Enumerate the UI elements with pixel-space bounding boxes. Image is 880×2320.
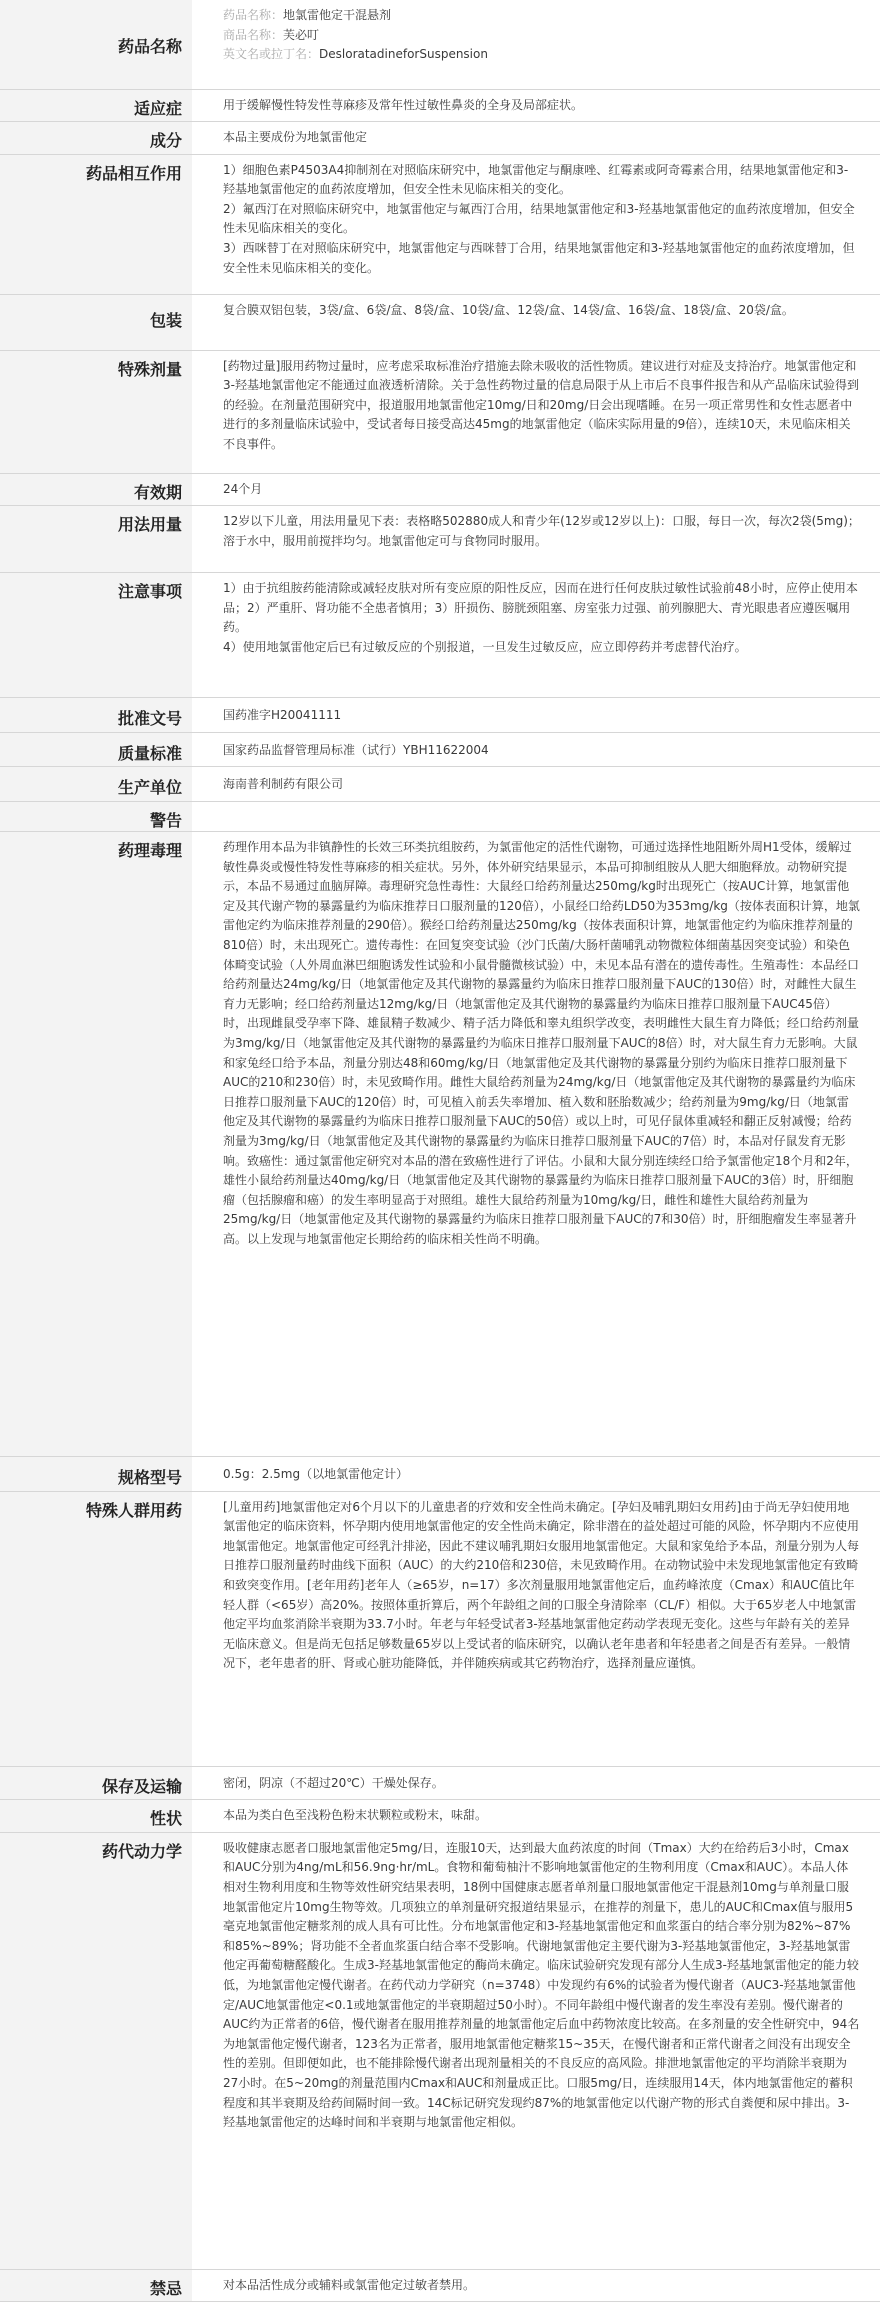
row-overdose [0,350,880,473]
label-package: 包装 [0,294,192,350]
value-dosage: 12岁以下儿童，用法用量见下表：表格略502880成人和青少年(12岁或12岁以上)：口服，每日一次，每次2袋(5mg)；溶于水中，服用前搅拌均匀。地氯雷他定可与食物同时服用。 [192,506,880,573]
value-indication: 用于缓解慢性特发性荨麻疹及常年性过敏性鼻炎的全身及局部症状。 [192,89,880,122]
value-approval: 国药准字H20041111 [192,698,880,733]
row-spec [0,1457,880,1492]
value-special-groups: [儿童用药]地氯雷他定对6个月以下的儿童患者的疗效和安全性尚未确定。[孕妇及哺乳期妇女用药]由于尚无孕妇使用地氯雷他定的临床资料，怀孕期内使用地氯雷他定的安全性尚未确定，除非潜在的益处超过可能的风险，怀孕期内不应使用地氯雷他定。地氯雷他定可经乳汁排泌，因此不建议哺乳期妇女服用地氯雷他定。大鼠和家兔给予本品，剂量分别为人每日推荐口服剂量药时曲线下面积（AUC）的大约210倍和230倍，未见致畸作用。在动物试验中未发现地氯雷他定有致畸和致突变作用。[老年用药]老年人（≥65岁，n=17）多次剂量服用地氯雷他定后，血药峰浓度（Cmax）和AUC值比年轻人群（<65岁）高20%。按照体重折算后，两个年龄组之间的口服全身清除率（CL/F）相似。大于65岁老人中地氯雷他定平均血浆消除半衰期为33.7小时。年老与年轻受试者3-羟基地氯雷他定药动学表现无变化。这些与年龄有关的差异无临床意义。但是尚无包括足够数量65岁以上受试者的临床研究，以确认老年患者和年轻患者之间是否有差异。一般情况下，老年患者的肝、肾或心脏功能降低，并伴随疾病或其它药物治疗，选择剂量应谨慎。 [192,1491,880,1766]
value-overdose: [药物过量]服用药物过量时，应考虑采取标准治疗措施去除未吸收的活性物质。建议进行对症及支持治疗。地氯雷他定和3-羟基地氯雷他定不能通过血液透析清除。关于急性药物过量的信息局限于从上市后不良事件报告和从产品临床试验得到的经验。在剂量范围研究中，报道服用地氯雷他定10mg/日和20mg/日会出现嗜睡。在另一项正常男性和女性志愿者中进行的多剂量临床试验中，受试者每日接受高达45mg的地氯雷他定（临床实际用量的9倍），连续10天，未见临床相关不良事件。 [192,350,880,473]
value-spec: 0.5g：2.5mg（以地氯雷他定计） [192,1457,880,1492]
label-special-groups: 特殊人群用药 [0,1491,192,1766]
value-precautions: 1）由于抗组胺药能清除或减轻皮肤对所有变应原的阳性反应，因而在进行任何皮肤过敏性试验前48小时，应停止使用本品；2）严重肝、肾功能不全患者慎用；3）肝损伤、膀胱颈阻塞、房室张力过强、前列腺肥大、青光眼患者应遵医嘱用药。 4）使用地氯雷他定后已有过敏反应的个别报道，一旦发生过敏反应，应立即停药并考虑替代治疗。 [192,573,880,698]
row-approval [0,698,880,733]
row-contraindications [0,2269,880,2302]
value-validity: 24个月 [192,473,880,506]
label-drug-name: 药品名称 [0,0,192,89]
label-spec: 规格型号 [0,1457,192,1492]
row-standard [0,732,880,767]
row-storage [0,1766,880,1800]
label-appearance: 性状 [0,1800,192,1833]
value-manufacturer: 海南普利制药有限公司 [192,767,880,802]
row-indication [0,89,880,122]
label-indication: 适应症 [0,89,192,122]
value-package: 复合膜双铝包装，3袋/盒、6袋/盒、8袋/盒、10袋/盒、12袋/盒、14袋/盒、16袋/盒、18袋/盒、20袋/盒。 [192,294,880,350]
label-contraindications: 禁忌 [0,2269,192,2302]
row-manufacturer [0,767,880,802]
label-precautions: 注意事项 [0,573,192,698]
value-standard: 国家药品监督管理局标准（试行）YBH11622004 [192,732,880,767]
label-approval: 批准文号 [0,698,192,733]
english-name: DesloratadineforSuspension [319,47,488,62]
label-interactions: 药品相互作用 [0,154,192,294]
value-interactions: 1）细胞色素P4503A4抑制剂在对照临床研究中，地氯雷他定与酮康唑、红霉素或阿奇霉素合用，结果地氯雷他定和3-羟基地氯雷他定的血药浓度增加，但安全性未见临床相关的变化。 2）氟西汀在对照临床研究中，地氯雷他定与氟西汀合用，结果地氯雷他定和3-羟基地氯雷他定的血药浓度增加，但安全性未见临床相关的变化。 3）西咪替丁在对照临床研究中，地氯雷他定与西咪替丁合用，结果地氯雷他定和3-羟基地氯雷他定的血药浓度增加，但安全性未见临床相关的变化。 [192,154,880,294]
row-validity [0,473,880,506]
row-dosage [0,506,880,573]
row-appearance [0,1800,880,1833]
row-precautions [0,573,880,698]
row-package [0,294,880,350]
value-drug-name: 药品名称：地氯雷他定干混悬剂 商品名称：芙必叮 英文名或拉丁名：DesloratadineforSuspension [192,0,880,89]
value-storage: 密闭，阴凉（不超过20℃）干燥处保存。 [192,1766,880,1800]
label-overdose: 特殊剂量 [0,350,192,473]
label-validity: 有效期 [0,473,192,506]
row-ingredients [0,122,880,155]
label-standard: 质量标准 [0,732,192,767]
label-manufacturer: 生产单位 [0,767,192,802]
value-pharmacokinetics: 吸收健康志愿者口服地氯雷他定5mg/日，连服10天，达到最大血药浓度的时间（Tmax）大约在给药后3小时，Cmax和AUC分别为4ng/mL和56.9ng·hr/mL。食物和葡萄柚汁不影响地氯雷他定的生物利用度（Cmax和AUC）。本品人体相对生物利用度和生物等效性研究结果表明，18例中国健康志愿者单剂量口服地氯雷他定干混悬剂10mg与单剂量口服地氯雷他定片10mg生物等效。几项独立的单剂量研究报道结果显示，在推荐的剂量下，患儿的AUC和Cmax值与服用5毫克地氯雷他定糖浆剂的成人具有可比性。分布地氯雷他定和3-羟基地氯雷他定和血浆蛋白的结合率分别为82%~87%和85%~89%；肾功能不全者血浆蛋白结合率不受影响。代谢地氯雷他定主要代谢为3-羟基地氯雷他定，3-羟基地氯雷他定再葡萄糖醛酸化。生成3-羟基地氯雷他定的酶尚未确定。临床试验研究发现有部分人生成3-羟基地氯雷他定的能力较低，为地氯雷他定慢代谢者。在药代动力学研究（n=3748）中发现约有6%的试验者为慢代谢者（AUC3-羟基地氯雷他定/AUC地氯雷他定<0.1或地氯雷他定的半衰期超过50小时）。不同年龄组中慢代谢者的发生率没有差别。慢代谢者的AUC约为正常者的6倍，慢代谢者在服用推荐剂量的地氯雷他定后血中药物浓度比较高。在多剂量的安全性研究中，94名为地氯雷他定慢代谢者，123名为正常者，服用地氯雷他定糖浆15~35天，在慢代谢者和正常代谢者之间没有出现安全性的差别。但即便如此，也不能排除慢代谢者出现剂量相关的不良反应的高风险。排泄地氯雷他定的平均消除半衰期为27小时。在5~20mg的剂量范围内Cmax和AUC和剂量成正比。口服5mg/日，连续服用14天，体内地氯雷他定的蓄积程度和其半衰期及给药间隔时间一致。14C标记研究发现约87%的地氯雷他定以代谢产物的形式自粪便和尿中排出。3-羟基地氯雷他定的达峰时间和半衰期与地氯雷他定相似。 [192,1832,880,2269]
label-pharmacokinetics: 药代动力学 [0,1832,192,2269]
label-warning: 警告 [0,802,192,832]
row-warning [0,802,880,832]
value-contraindications: 对本品活性成分或辅料或氯雷他定过敏者禁用。 [192,2269,880,2302]
value-appearance: 本品为类白色至浅粉色粉末状颗粒或粉末，味甜。 [192,1800,880,1833]
label-storage: 保存及运输 [0,1766,192,1800]
value-ingredients: 本品主要成份为地氯雷他定 [192,122,880,155]
trade-name: 芙必叮 [283,27,320,42]
row-special-groups [0,1491,880,1766]
generic-name: 地氯雷他定干混悬剂 [283,8,392,22]
label-ingredients: 成分 [0,122,192,155]
row-drug-name [0,0,880,89]
value-toxicology: 药理作用本品为非镇静性的长效三环类抗组胺药，为氯雷他定的活性代谢物，可通过选择性地阻断外周H1受体，缓解过敏性鼻炎或慢性特发性荨麻疹的相关症状。另外，体外研究结果显示，本品可抑制组胺从人肥大细胞释放。动物研究提示，本品不易通过血脑屏障。毒理研究急性毒性：大鼠经口给药剂量达250mg/kg时出现死亡（按AUC计算，地氯雷他定及其代谢产物的暴露量约为临床推荐日口服剂量的120倍），小鼠经口给药LD50为353mg/kg（按体表面积计算，地氯雷他定约为临床推荐剂量的290倍）。猴经口给药剂量达250mg/kg（按体表面积计算，地氯雷他定约为临床推荐剂量的810倍）时，未出现死亡。遗传毒性：在回复突变试验（沙门氏菌/大肠杆菌哺乳动物微粒体细菌基因突变试验）和染色体畸变试验（人外周血淋巴细胞诱发性试验和小鼠骨髓微核试验）中，未见本品有潜在的遗传毒性。生殖毒性：本品经口给药剂量达24mg/kg/日（地氯雷他定及其代谢物的暴露量约为临床日推荐口服剂量下AUC的130倍）时，对雌性大鼠生育力无影响；经口给药剂量达12mg/kg/日（地氯雷他定及其代谢物的暴露量约为临床日推荐口服剂量下AUC45倍）时，出现雌鼠受孕率下降、雄鼠精子数减少、精子活力降低和睾丸组织学改变，表明雌性大鼠生育力降低；经口给药剂量为3mg/kg/日（地氯雷他定及其代谢物的暴露量约为临床日推荐口服剂量下AUC的8倍）时，对大鼠生育力无影响。大鼠和家兔经口给予本品，剂量分别达48和60mg/kg/日（地氯雷他定及其代谢物的暴露量分别约为临床日推荐口服剂量下AUC的210和230倍）时，未见致畸作用。雌性大鼠给药剂量为24mg/kg/日（地氯雷他定及其代谢物的暴露量约为临床日推荐口服剂量下AUC的120倍）时，可见植入前丢失率增加、植入数和胚胎数减少；给药剂量为9mg/kg/日（地氯雷他定及其代谢物的暴露量约为临床日推荐口服剂量下AUC的50倍）或以上时，可见仔鼠体重减轻和翻正反射减慢；给药剂量为3mg/kg/日（地氯雷他定及其代谢物的暴露量约为临床日推荐口服剂量下AUC的7倍）时，本品对仔鼠发育无影响。致癌性：通过氯雷他定研究对本品的潜在致癌性进行了评估。小鼠和大鼠分别连续经口给予氯雷他定18个月和2年，雄性小鼠给药剂量达40mg/kg/日（地氯雷他定及其代谢物的暴露量约为临床日推荐口服剂量下AUC的3倍）时，肝细胞瘤（包括腺瘤和癌）的发生率明显高于对照组。雄性大鼠给药剂量为10mg/kg/日，雌性和雄性大鼠给药剂量为25mg/kg/日（地氯雷他定及其代谢物的暴露量约为临床日推荐口服剂量下AUC的7和30倍）时，肝细胞瘤发生率显著升高。以上发现与地氯雷他定长期给药的临床相关性尚不明确。 [192,832,880,1457]
label-toxicology: 药理毒理 [0,832,192,1457]
value-warning [192,802,880,832]
label-dosage: 用法用量 [0,506,192,573]
row-toxicology [0,832,880,1457]
row-interactions [0,154,880,294]
row-pharmacokinetics [0,1832,880,2269]
